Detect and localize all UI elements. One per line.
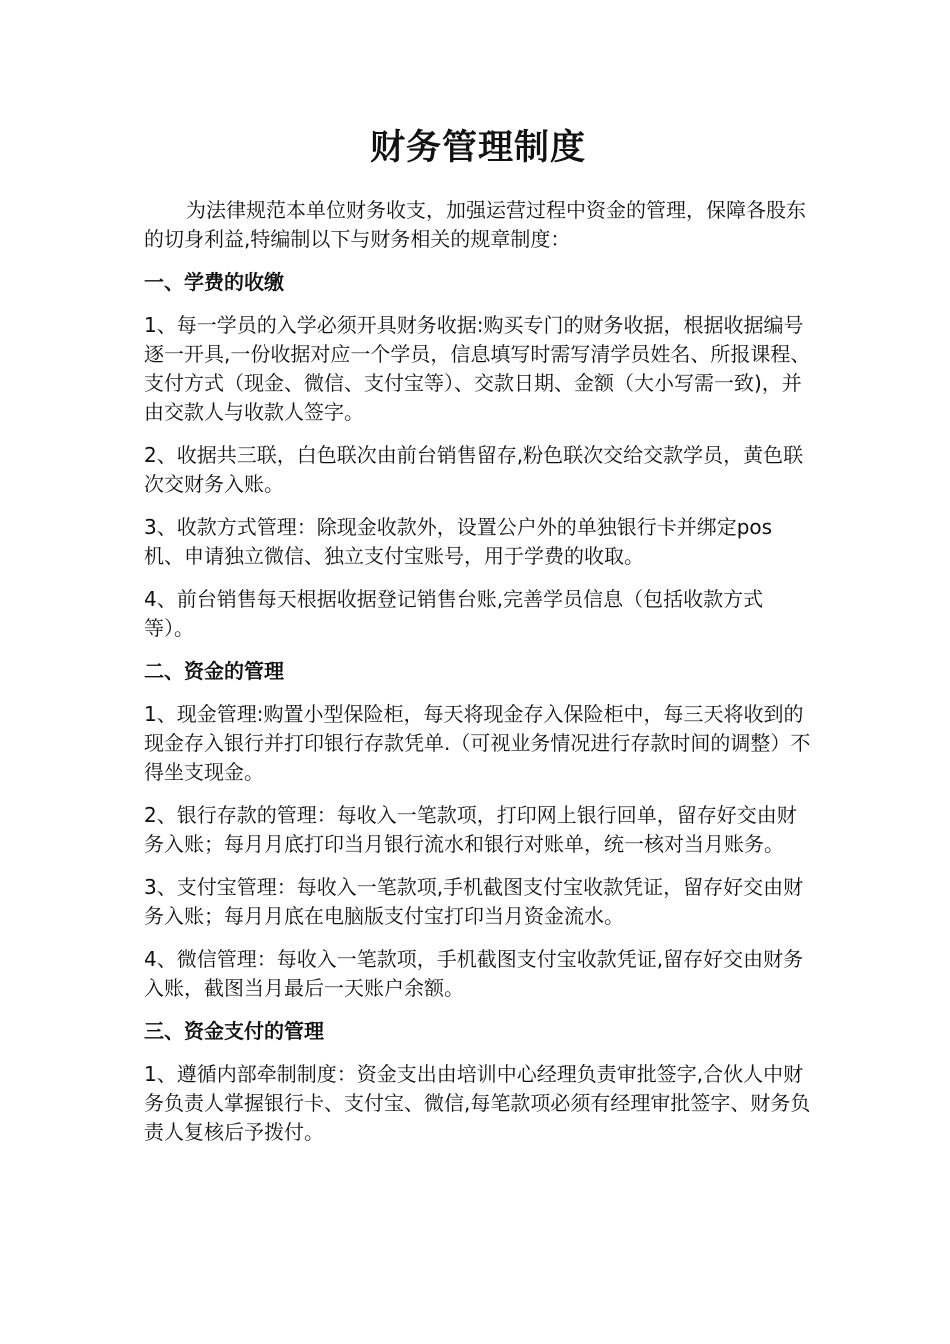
paragraph: 1、遵循内部牵制制度：资金支出由培训中心经理负责审批签字,合伙人中财务负责人掌握银行卡、支付宝、微信,每笔款项必须有经理审批签字、财务负责人复核后予拨付。 (144, 1062, 811, 1144)
paragraph: 1、现金管理:购置小型保险柜，每天将现金存入保险柜中，每三天将收到的现金存入银行并打印银行存款凭单.（可视业务情况进行存款时间的调整）不得坐支现金。 (144, 702, 811, 784)
paragraph: 4、前台销售每天根据收据登记销售台账,完善学员信息（包括收款方式等）。 (144, 587, 764, 640)
paragraph: 3、收款方式管理：除现金收款外，设置公户外的单独银行卡并绑定pos机、申请独立微信、独立支付宝账号，用于学费的收取。 (144, 515, 773, 568)
section-heading: 一、学费的收缴 (144, 270, 284, 294)
paragraph: 3、支付宝管理：每收入一笔款项,手机截图支付宝收款凭证，留存好交由财务入账；每月月底在电脑版支付宝打印当月资金流水。 (144, 875, 804, 928)
document-page (144, 122, 812, 1161)
paragraph: 2、收据共三联，白色联次由前台销售留存,粉色联次交给交款学员，黄色联次交财务入账。 (144, 443, 804, 496)
paragraph: 1、每一学员的入学必须开具财务收据:购买专门的财务收据，根据收据编号逐一开具,一份收据对应一个学员，信息填写时需写清学员姓名、所报课程、支付方式（现金、微信、支付宝等）、交款日期、金额（大小写需一致)，并由交款人与收款人签字。 (144, 313, 811, 424)
section-payments (144, 1017, 812, 1147)
section-funds (144, 657, 812, 1003)
intro-paragraph: 为法律规范本单位财务收支，加强运营过程中资金的管理，保障各股东的切身利益,特编制以下与财务相关的规章制度： (144, 198, 806, 251)
section-heading: 三、资金支付的管理 (144, 1019, 324, 1043)
paragraph: 2、银行存款的管理：每收入一笔款项，打印网上银行回单，留存好交由财务入账；每月月底打印当月银行流水和银行对账单，统一核对当月账务。 (144, 803, 797, 856)
document-title: 财务管理制度 (369, 128, 586, 168)
paragraph: 4、微信管理：每收入一笔款项，手机截图支付宝收款凭证,留存好交由财务入账，截图当月最后一天账户余额。 (144, 947, 804, 1000)
section-heading: 二、资金的管理 (144, 659, 284, 683)
section-tuition (144, 268, 812, 643)
